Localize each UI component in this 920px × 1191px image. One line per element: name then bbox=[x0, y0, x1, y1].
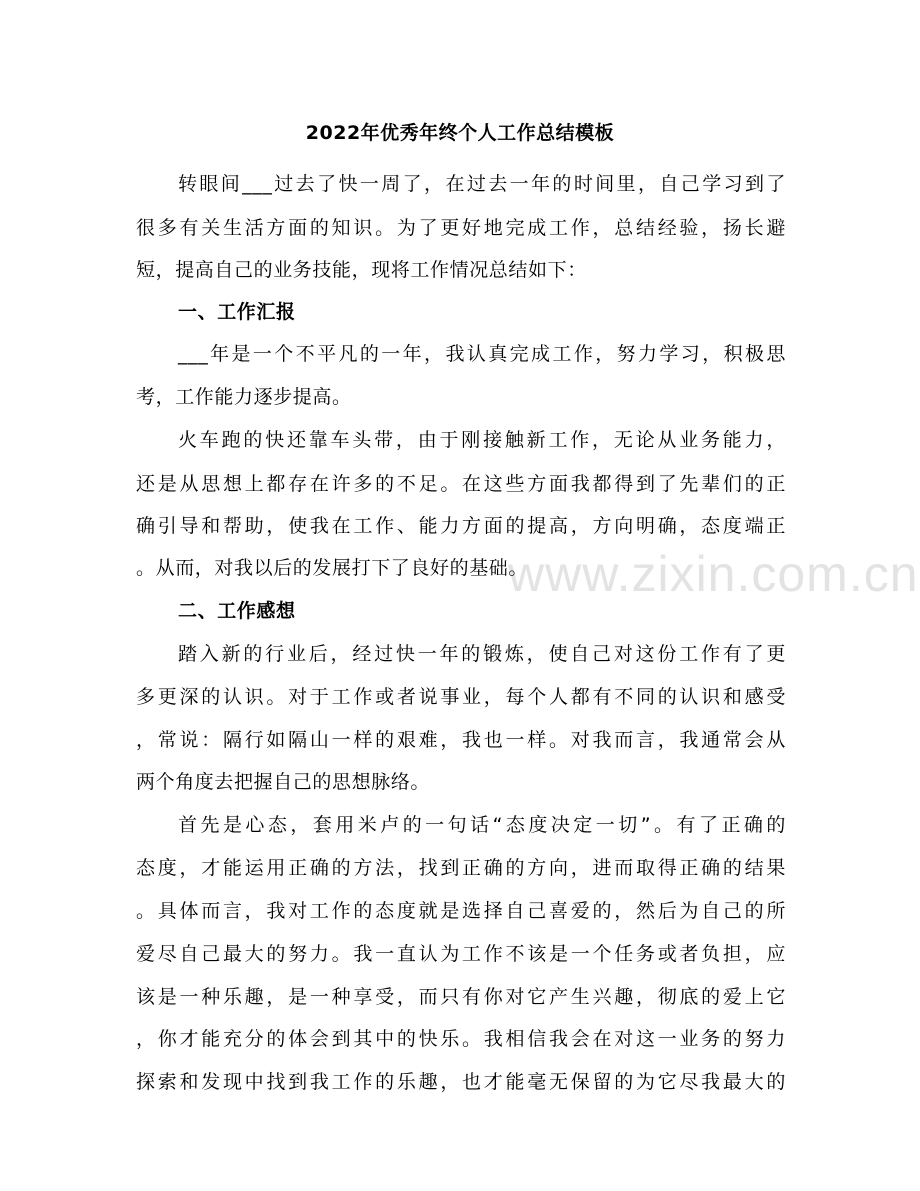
paragraph-line: 。从而，对我以后的发展打下了良好的基础。 bbox=[136, 557, 529, 579]
paragraph-line: ，常说：隔行如隔山一样的艰难，我也一样。对我而言，我通常会从 bbox=[136, 729, 786, 751]
paragraph-line: 确引导和帮助，使我在工作、能力方面的提高，方向明确，态度端正 bbox=[136, 515, 786, 537]
paragraph-line: 该是一种乐趣，是一种享受，而只有你对它产生兴趣，彻底的爱上它 bbox=[136, 986, 786, 1008]
paragraph-line: 火车跑的快还靠车头带，由于刚接触新工作，无论从业务能力， bbox=[178, 429, 786, 451]
paragraph-line: ___年是一个不平凡的一年，我认真完成工作，努力学习，积极思 bbox=[178, 343, 786, 365]
section-heading: 一、工作汇报 bbox=[178, 301, 296, 323]
paragraph-line: 转眼间___过去了快一周了，在过去一年的时间里，自己学习到了 bbox=[178, 173, 786, 195]
paragraph-line: 很多有关生活方面的知识。为了更好地完成工作，总结经验，扬长避 bbox=[136, 217, 786, 239]
paragraph-line: 踏入新的行业后，经过快一年的锻炼，使自己对这份工作有了更 bbox=[178, 643, 786, 665]
paragraph-line: 态度，才能运用正确的方法，找到正确的方向，进而取得正确的结果 bbox=[136, 857, 786, 879]
paragraph-line: 探索和发现中找到我工作的乐趣，也才能毫无保留的为它尽我最大的 bbox=[136, 1071, 786, 1093]
watermark: www.zixin.com.cn bbox=[508, 546, 919, 602]
paragraph-line: 多更深的认识。对于工作或者说事业，每个人都有不同的认识和感受 bbox=[136, 686, 786, 708]
paragraph-line: 考，工作能力逐步提高。 bbox=[136, 386, 352, 408]
paragraph-line: 短，提高自己的业务技能，现将工作情况总结如下： bbox=[136, 259, 587, 281]
section-heading: 二、工作感想 bbox=[178, 600, 296, 622]
paragraph-line: 。具体而言，我对工作的态度就是选择自己喜爱的，然后为自己的所 bbox=[136, 900, 786, 922]
paragraph-line: 爱尽自己最大的努力。我一直认为工作不该是一个任务或者负担，应 bbox=[136, 943, 786, 965]
paragraph-line: ，你才能充分的体会到其中的快乐。我相信我会在对这一业务的努力 bbox=[136, 1028, 786, 1050]
document-title: 2022年优秀年终个人工作总结模板 bbox=[305, 122, 615, 144]
paragraph-line: 首先是心态，套用米卢的一句话“态度决定一切”。有了正确的 bbox=[178, 814, 786, 836]
paragraph-line: 两个角度去把握自己的思想脉络。 bbox=[136, 771, 431, 793]
paragraph-line: 还是从思想上都存在许多的不足。在这些方面我都得到了先辈们的正 bbox=[136, 473, 786, 495]
